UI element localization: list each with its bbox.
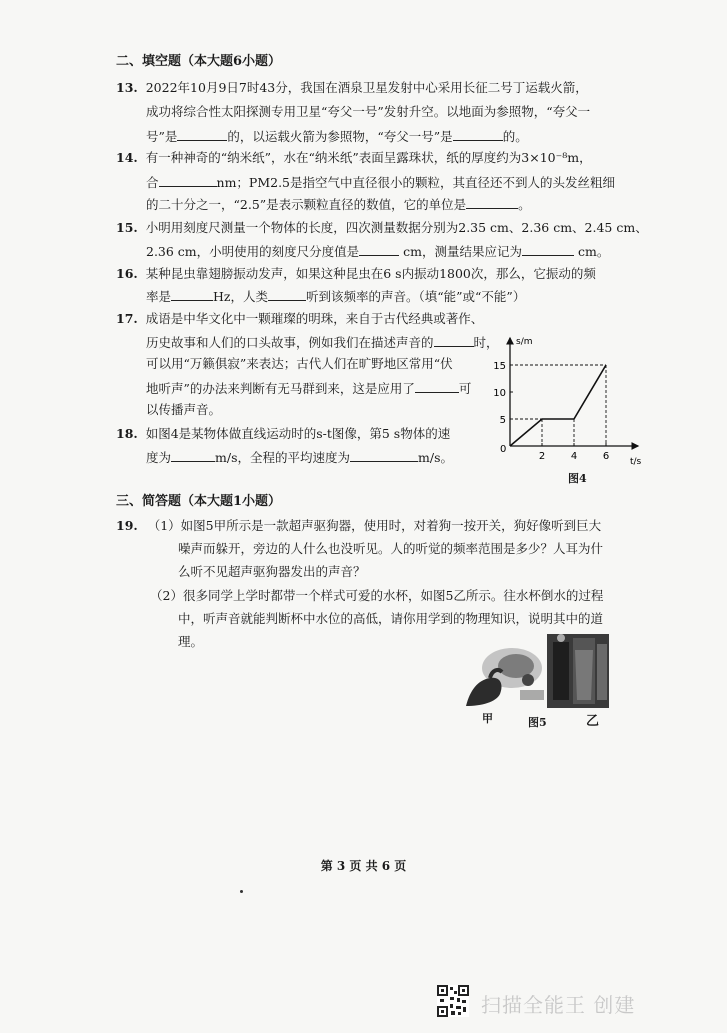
y-tick-label-10: 10 — [493, 388, 506, 399]
answer-blank[interactable] — [171, 288, 213, 301]
answer-blank[interactable] — [171, 449, 215, 462]
figure-5-yi-label: 乙 — [586, 714, 600, 729]
question-19-part2-line-2: 中，听声音就能判断杯中水位的高低，请你用学到的物理知识，说明其中的道 — [178, 611, 604, 626]
question-18-text-2b: m/s，全程的平均速度为 — [215, 450, 350, 465]
question-13-text-1: 2022年10月9日7时43分，我国在酒泉卫星发射中心采用长征二号丁运载火箭， — [145, 80, 588, 95]
page-footer: 第 3 页 共 6 页 — [320, 859, 407, 873]
question-19-part1-line-2: 噪声而躲开，旁边的人什么也没听见。人的听觉的频率范围是多少？人耳为什 — [178, 541, 604, 556]
question-17-line-2 — [146, 334, 499, 351]
question-19-part2-line-1: （2）很多同学上学时都带一个样式可爱的水杯，如图5乙所示。往水杯倒水的过程 — [150, 588, 604, 603]
question-14-number: 14. — [116, 150, 138, 165]
y-tick-label-5: 5 — [499, 415, 506, 426]
question-19-part2-line-3: 理。 — [178, 634, 204, 649]
question-16-line-1 — [116, 266, 596, 282]
x-axis-label: t/s — [630, 457, 642, 467]
y-tick-label-15: 15 — [493, 361, 506, 372]
figure-4-svg — [480, 330, 650, 490]
question-15-number: 15. — [116, 220, 138, 235]
question-17-line-1 — [116, 311, 483, 327]
section-title-short-answer: 三、简答题（本大题1小题） — [116, 494, 282, 509]
scanner-watermark — [437, 985, 687, 1019]
question-13-number: 13. — [116, 80, 138, 95]
question-17-number: 17. — [116, 311, 138, 326]
x-tick-label-2: 2 — [538, 451, 546, 462]
question-17-text-2a: 历史故事和人们的口头故事，例如我们在描述声音的 — [146, 335, 434, 350]
question-18-text-2a: 度为 — [146, 450, 172, 465]
question-19-part1-text-1: （1）如图5甲所示是一款超声驱狗器，使用时，对着狗一按开关，狗好像听到巨大 — [147, 518, 602, 533]
answer-blank[interactable] — [466, 196, 518, 209]
question-16-line-2 — [146, 288, 525, 305]
question-18-line-2 — [146, 449, 453, 466]
answer-blank[interactable] — [268, 288, 306, 301]
figure-4-caption: 图4 — [568, 472, 587, 485]
question-18-text-2c: m/s。 — [418, 450, 453, 465]
question-14-line-2 — [146, 174, 615, 191]
question-14-text-3b: 。 — [518, 197, 531, 212]
question-13-text-3a: 号”是 — [146, 129, 178, 144]
answer-blank[interactable] — [434, 334, 474, 347]
question-16-text-2b: Hz，人类 — [213, 289, 269, 304]
x-tick-label-6: 6 — [602, 451, 610, 462]
series-line — [510, 365, 606, 446]
question-13-text-3b: 的，以运载火箭为参照物，“夸父一号”是 — [227, 129, 453, 144]
answer-blank[interactable] — [522, 243, 574, 256]
figure-4-st-graph — [480, 330, 650, 490]
question-13-line-3 — [146, 128, 528, 145]
answer-blank[interactable] — [159, 174, 217, 187]
figure-5-jia-label: 甲 — [482, 712, 493, 725]
question-19-line-1 — [116, 518, 601, 534]
question-16-text-1: 某种昆虫靠翅膀振动发声，如果这种昆虫在6 s内振动1800次，那么，它振动的频 — [145, 266, 596, 281]
question-13-line-2: 成功将综合性太阳探测专用卫星“夸父一号”发射升空。以地面为参照物，“夸父一 — [146, 104, 591, 119]
question-14-line-1 — [116, 150, 592, 166]
question-16-text-2c: 听到该频率的声音。（填“能”或“不能”） — [306, 289, 526, 304]
section-title-fill-in: 二、填空题（本大题6小题） — [116, 54, 282, 69]
question-17-text-4a: 地听声”的办法来判断有无马群到来，这是应用了 — [146, 381, 415, 396]
answer-blank[interactable] — [415, 380, 459, 393]
answer-blank[interactable] — [350, 449, 418, 462]
question-15-text-2a: 2.36 cm，小明使用的刻度尺分度值是 — [146, 244, 360, 259]
question-15-line-1 — [116, 220, 648, 236]
x-tick-label-4: 4 — [570, 451, 578, 462]
qr-code-icon — [437, 985, 469, 1017]
question-17-line-5: 以传播声音。 — [146, 402, 222, 417]
question-17-text-2b: 时， — [473, 335, 499, 350]
question-16-text-2a: 率是 — [146, 289, 172, 304]
question-14-line-3 — [146, 196, 531, 213]
question-14-text-2b: nm；PM2.5是指空气中直径很小的颗粒，其直径还不到人的头发丝粗细 — [216, 175, 616, 190]
question-19-part1-line-3: 么听不见超声驱狗器发出的声音？ — [178, 564, 366, 579]
figure-5-caption: 图5 — [528, 716, 547, 729]
answer-blank[interactable] — [453, 128, 503, 141]
origin-label: 0 — [500, 444, 507, 455]
question-18-number: 18. — [116, 426, 138, 441]
scan-speck — [240, 890, 243, 893]
question-13-text-3c: 的。 — [502, 129, 528, 144]
question-15-text-2c: cm。 — [578, 244, 610, 259]
question-14-text-3a: 的二十分之一，“2.5”是表示颗粒直径的数值，它的单位是 — [146, 197, 467, 212]
answer-blank[interactable] — [177, 128, 227, 141]
question-17-text-1: 成语是中华文化中一颗璀璨的明珠，来自于古代经典或著作、 — [145, 311, 484, 326]
question-17-text-4b: 可 — [458, 381, 472, 396]
question-15-text-2b: cm，测量结果应记为 — [403, 244, 523, 259]
y-axis-label: s/m — [516, 337, 533, 347]
question-19-number: 19. — [116, 518, 138, 533]
question-14-text-2a: 合 — [146, 175, 159, 190]
question-18-text-1: 如图4是某物体做直线运动时的s-t图像，第5 s物体的速 — [145, 426, 451, 441]
question-15-text-1: 小明用刻度尺测量一个物体的长度，四次测量数据分别为2.35 cm、2.36 cm、2.45 cm、 — [145, 220, 648, 235]
watermark-text: 扫描全能王 创建 — [481, 993, 636, 1017]
question-18-line-1 — [116, 426, 450, 442]
figure-5-water-cup-image — [545, 630, 611, 710]
question-15-line-2 — [146, 243, 609, 260]
question-16-number: 16. — [116, 266, 138, 281]
question-17-line-4 — [146, 380, 471, 397]
figure-5-dog-repeller-image — [456, 640, 554, 710]
answer-blank[interactable] — [359, 243, 399, 256]
question-14-text-1: 有一种神奇的“纳米纸”，水在“纳米纸”表面呈露珠状，纸的厚度约为3×10⁻⁸m， — [145, 150, 592, 165]
question-17-line-3: 可以用“万籁俱寂”来表达；古代人们在旷野地区常用“伏 — [146, 356, 453, 371]
question-13-line-1 — [116, 80, 588, 96]
